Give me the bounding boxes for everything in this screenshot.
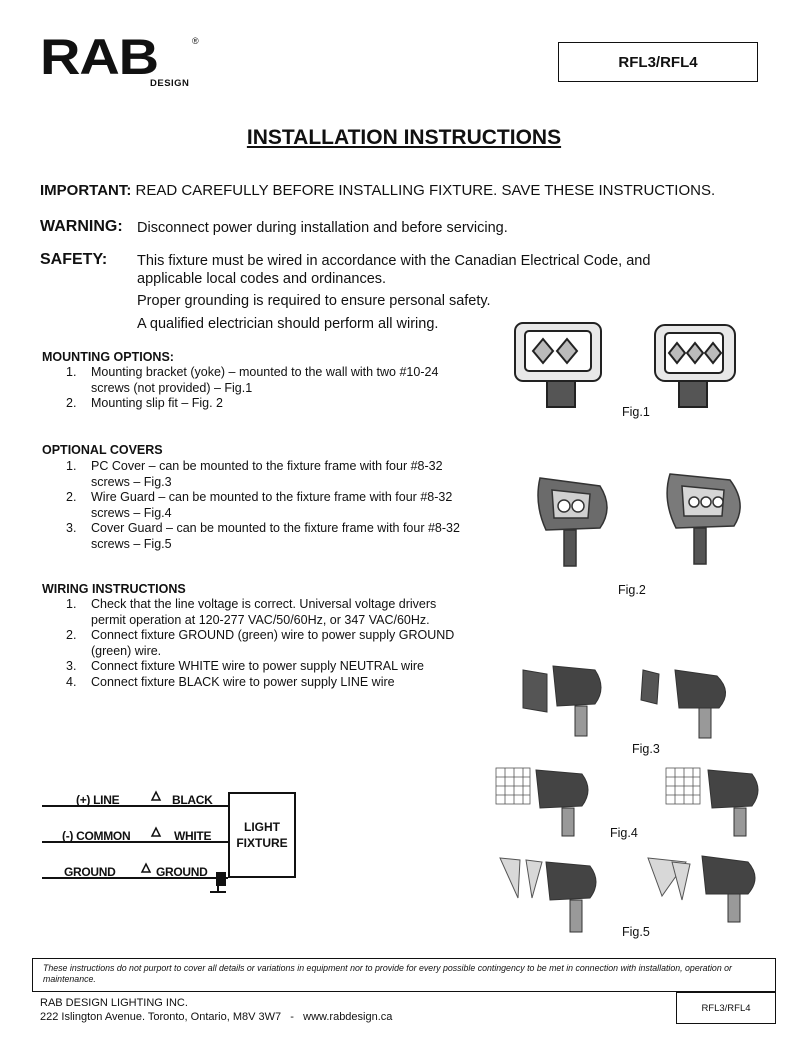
diagram-light-fixture-box (228, 792, 296, 878)
logo-registered-mark: ® (192, 36, 199, 46)
list-item: 1. PC Cover – can be mounted to the fixture frame with four #8-32 screws – Fig.3 (66, 459, 443, 489)
safety-text-1: This fixture must be wired in accordance with the Canadian Electrical Code, and (137, 253, 651, 269)
warning-label: WARNING: (40, 218, 123, 235)
list-item: 2. Mounting slip fit – Fig. 2 (66, 396, 224, 410)
diagram-ground-left-label: GROUND (64, 865, 116, 879)
list-item: 2. Connect fixture GROUND (green) wire to power supply GROUND (green) wire. (66, 628, 455, 658)
list-item: 1. Mounting bracket (yoke) – mounted to the wall with two #10-24 screws (not provided) – Fig.1 (66, 365, 439, 395)
footer-model-code: RFL3/RFL4 (676, 992, 776, 1024)
fig4-label: Fig.4 (610, 826, 638, 840)
important-label: IMPORTANT: (40, 182, 132, 199)
logo-wordmark: RAB (40, 29, 158, 85)
important-text: READ CAREFULLY BEFORE INSTALLING FIXTURE. SAVE THESE INSTRUCTIONS. (131, 182, 716, 199)
company-name: RAB DESIGN LIGHTING INC. (40, 997, 188, 1009)
safety-text-3: Proper grounding is required to ensure personal safety. (137, 293, 491, 309)
list-item: 3. Cover Guard – can be mounted to the fixture frame with four #8-32 screws – Fig.5 (66, 521, 460, 551)
diagram-fixture-line-2: FIXTURE (236, 836, 288, 850)
diagram-common-label: (-) COMMON (62, 829, 131, 843)
fig1-yoke-mount-illustration (505, 315, 745, 415)
list-item: 4. Connect fixture BLACK wire to power supply LINE wire (66, 674, 395, 689)
fig5-label: Fig.5 (622, 925, 650, 939)
disclaimer-box: These instructions do not purport to cover all details or variations in equipment nor to provide for every possible contingency to be met in connection with installation, operation or maintenance. (32, 958, 776, 992)
logo-subtitle: DESIGN (150, 78, 190, 89)
fig3-pc-cover-illustration (495, 658, 755, 744)
fig3-label: Fig.3 (632, 742, 660, 756)
list-item: 3. Connect fixture WHITE wire to power supply NEUTRAL wire (66, 659, 424, 673)
optional-covers-list (40, 459, 510, 552)
wiring-instructions-title: WIRING INSTRUCTIONS (42, 582, 186, 596)
company-info (40, 996, 392, 1024)
safety-text-2: applicable local codes and ordinances. (137, 271, 387, 287)
mounting-options-title: MOUNTING OPTIONS: (42, 350, 174, 364)
company-address: 222 Islington Avenue. Toronto, Ontario, M8V 3W7 - www.rabdesign.ca (40, 1011, 393, 1023)
safety-text-4: A qualified electrician should perform all wiring. (137, 316, 439, 332)
diagram-line-label: (+) LINE (76, 793, 120, 807)
diagram-fixture-line-1: LIGHT (244, 820, 280, 834)
diagram-white-label: WHITE (174, 829, 212, 843)
rab-design-logo (40, 29, 200, 92)
model-code-box: RFL3/RFL4 (558, 42, 758, 82)
warning-text: Disconnect power during installation and before servicing. (137, 220, 508, 236)
list-item: 1. Check that the line voltage is correct. Universal voltage drivers permit operation at 120-277 VAC/50/60Hz, or 347 VAC/60Hz. (66, 597, 437, 627)
safety-label: SAFETY: (40, 251, 108, 268)
fig2-label: Fig.2 (618, 583, 646, 597)
important-notice (40, 182, 715, 199)
optional-covers-title: OPTIONAL COVERS (42, 443, 163, 457)
page-title: INSTALLATION INSTRUCTIONS (246, 126, 562, 149)
mounting-options-list (40, 365, 510, 412)
diagram-black-label: BLACK (172, 793, 213, 807)
list-item: 2. Wire Guard – can be mounted to the fixture frame with four #8-32 screws – Fig.4 (66, 490, 453, 520)
fig1-label: Fig.1 (622, 405, 650, 419)
diagram-ground-right-label: GROUND (156, 865, 208, 879)
fig2-slip-fit-illustration (530, 468, 760, 574)
wiring-instructions-list (40, 597, 510, 690)
